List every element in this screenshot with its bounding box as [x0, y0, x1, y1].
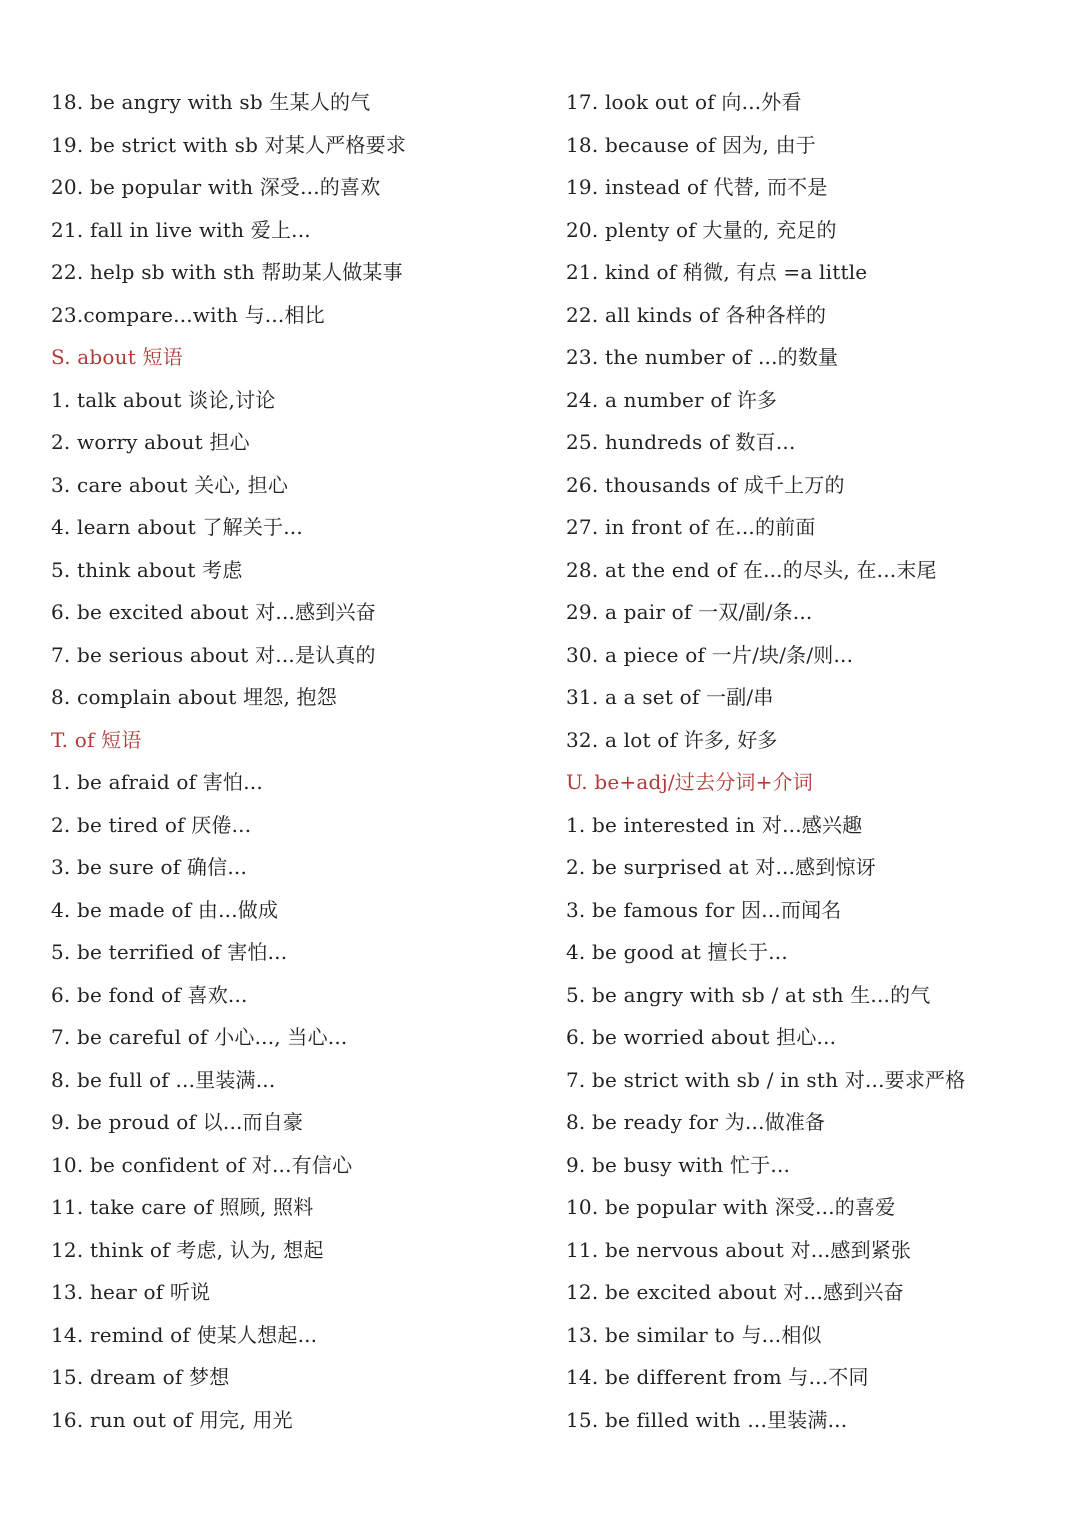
phrase-entry: 11. take care of 照顾, 照料: [51, 1195, 314, 1219]
phrase-entry: 15. be filled with ...里装满...: [566, 1407, 848, 1432]
phrase-entry: 3. care about 关心, 担心: [51, 472, 289, 497]
phrase-entry: 4. be good at 擅长于...: [566, 940, 788, 964]
phrase-entry: 6. be excited about 对...感到兴奋: [51, 600, 376, 624]
phrase-entry: 16. run out of 用完, 用光: [51, 1407, 293, 1432]
left-column: [51, 81, 541, 1441]
phrase-entry: 23.compare...with 与...相比: [51, 302, 325, 327]
phrase-entry: 19. instead of 代替, 而不是: [566, 175, 828, 199]
phrase-entry: 3. be famous for 因...而闻名: [566, 897, 842, 922]
phrase-entry: 18. be angry with sb 生某人的气: [51, 90, 371, 114]
phrase-entry: 1. talk about 谈论,讨论: [51, 387, 276, 412]
phrase-entry: 30. a piece of 一片/块/条/则...: [566, 642, 854, 667]
phrase-entry: 9. be proud of 以...而自豪: [51, 1110, 304, 1134]
phrase-entry: 19. be strict with sb 对某人严格要求: [51, 132, 407, 157]
phrase-entry: 1. be interested in 对...感兴趣: [566, 812, 863, 837]
phrase-entry: 6. be fond of 喜欢...: [51, 982, 248, 1007]
phrase-entry: 4. learn about 了解关于...: [51, 515, 303, 539]
phrase-entry: 4. be made of 由...做成: [51, 897, 279, 922]
phrase-entry: 22. help sb with sth 帮助某人做某事: [51, 260, 403, 284]
phrase-entry: 15. dream of 梦想: [51, 1365, 230, 1389]
phrase-entry: 2. worry about 担心: [51, 430, 250, 454]
phrase-entry: 12. think of 考虑, 认为, 想起: [51, 1237, 324, 1262]
phrase-entry: 20. plenty of 大量的, 充足的: [566, 217, 837, 242]
phrase-entry: 21. fall in live with 爱上...: [51, 217, 311, 242]
phrase-entry: 23. the number of ...的数量: [566, 345, 839, 369]
phrase-entry: 8. be ready for 为...做准备: [566, 1110, 826, 1134]
phrase-entry: 9. be busy with 忙于...: [566, 1152, 791, 1177]
phrase-entry: 8. be full of ...里装满...: [51, 1067, 276, 1092]
phrase-entry: 14. be different from 与...不同: [566, 1365, 869, 1389]
phrase-entry: 17. look out of 向...外看: [566, 90, 802, 114]
phrase-entry: 25. hundreds of 数百...: [566, 430, 796, 454]
right-column: [566, 81, 1056, 1441]
phrase-entry: 7. be careful of 小心..., 当心...: [51, 1025, 348, 1049]
phrase-entry: 11. be nervous about 对...感到紧张: [566, 1237, 912, 1262]
phrase-entry: 5. think about 考虑: [51, 557, 243, 582]
phrase-entry: 8. complain about 埋怨, 抱怨: [51, 685, 337, 709]
phrase-entry: 28. at the end of 在...的尽头, 在...末尾: [566, 557, 937, 582]
section-heading: U. be+adj/过去分词+介词: [566, 770, 813, 794]
phrase-entry: 32. a lot of 许多, 好多: [566, 727, 778, 752]
phrase-entry: 29. a pair of 一双/副/条...: [566, 600, 813, 624]
phrase-entry: 6. be worried about 担心...: [566, 1025, 837, 1049]
phrase-entry: 1. be afraid of 害怕...: [51, 770, 263, 794]
phrase-entry: 7. be serious about 对...是认真的: [51, 642, 376, 667]
phrase-entry: 26. thousands of 成千上万的: [566, 472, 845, 497]
phrase-entry: 2. be surprised at 对...感到惊讶: [566, 855, 876, 879]
phrase-entry: 31. a a set of 一副/串: [566, 685, 774, 709]
phrase-entry: 21. kind of 稍微, 有点 =a little: [566, 260, 868, 284]
phrase-entry: 20. be popular with 深受...的喜欢: [51, 175, 381, 199]
phrase-entry: 10. be popular with 深受...的喜爱: [566, 1195, 896, 1219]
phrase-entry: 22. all kinds of 各种各样的: [566, 302, 827, 327]
phrase-entry: 13. be similar to 与...相似: [566, 1322, 822, 1347]
phrase-entry: 3. be sure of 确信...: [51, 855, 248, 879]
phrase-entry: 2. be tired of 厌倦...: [51, 812, 252, 837]
phrase-entry: 13. hear of 听说: [51, 1280, 211, 1304]
phrase-entry: 5. be angry with sb / at sth 生...的气: [566, 982, 931, 1007]
phrase-entry: 27. in front of 在...的前面: [566, 515, 816, 539]
phrase-entry: 7. be strict with sb / in sth 对...要求严格: [566, 1067, 966, 1092]
phrase-entry: 24. a number of 许多: [566, 387, 778, 412]
section-heading: T. of 短语: [51, 727, 142, 752]
phrase-entry: 14. remind of 使某人想起...: [51, 1322, 318, 1347]
phrase-entry: 5. be terrified of 害怕...: [51, 940, 288, 964]
phrase-entry: 10. be confident of 对...有信心: [51, 1152, 353, 1177]
phrase-entry: 12. be excited about 对...感到兴奋: [566, 1280, 904, 1304]
section-heading: S. about 短语: [51, 345, 183, 369]
phrase-entry: 18. because of 因为, 由于: [566, 132, 816, 157]
